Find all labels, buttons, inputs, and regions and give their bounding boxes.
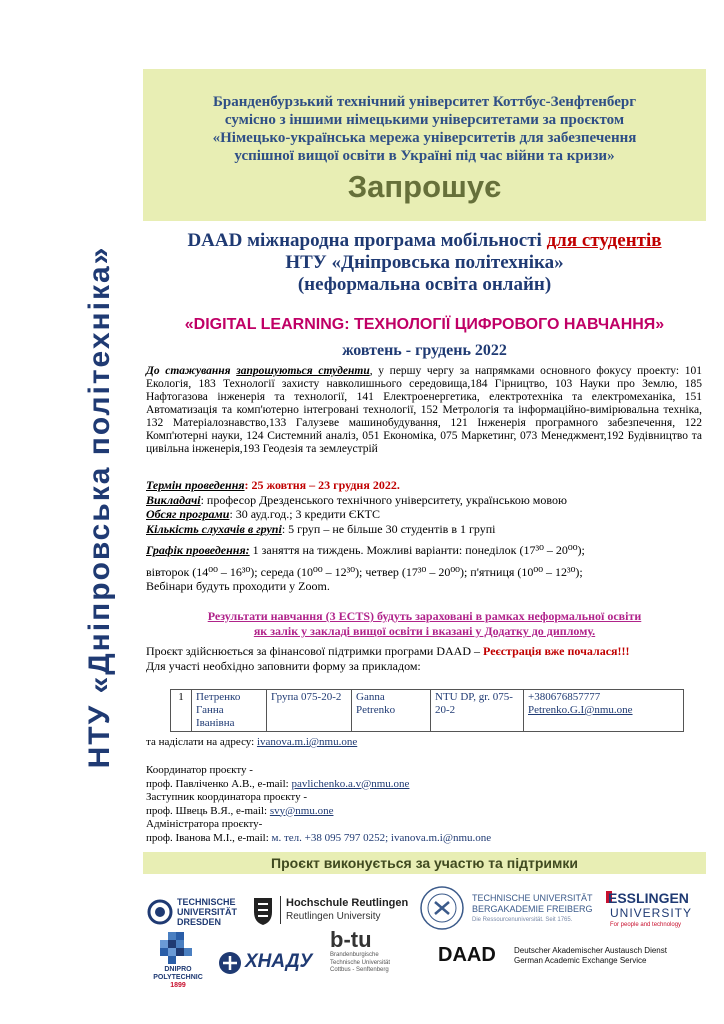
funding-line-1 [146,644,702,659]
deputy-title: Заступник координатора проєкту - [146,791,307,803]
dp-line-1: DNIPRO [164,966,192,973]
esslingen-logo [606,891,706,931]
example-table [170,689,684,732]
teachers-row [146,493,702,508]
program-heading [143,230,706,296]
count-value: : 5 груп – не більше 30 студентів в 1 групі [281,521,496,536]
results-line-2: як залік у закладі вищої освіти і вказані у Додатку до диплому. [253,624,596,638]
tud-line-2: UNIVERSITÄT [177,907,238,917]
esslingen-line-1: ESSLINGEN [608,890,689,906]
program-line-3: (неформальна освіта онлайн) [297,274,552,295]
header-line-2: сумісно з іншими німецькими університетами за проєктом [224,112,625,128]
send-to-label: та надіслати на адресу: [146,736,257,748]
term-label: Термін проведення [146,478,245,492]
intro-text: , у першу чергу за напрямками основного фокусу проекту: 101 Екологія, 183 Технології захисту навколишнього середовища,184 Гірництво, 103 Науки про Землю, 185 Нафтогазова інженерія та технології, 141 Електроенергетика, електротехніка та електромеханіка, 151 Автоматизація та комп'ютерно інтегровані технології, 152 Метрологія та інформаційно-вимірювальна техніка, 132 Матеріалознавство,133 Галузеве машинобудування, 121 Інженерія програмного забезпечення, 122 Комп'ютерні науки, 124 Системний аналіз, 051 Економіка, 075 Маркетинг, 073 Менеджмент,192 Будівництво та цивільна інженерія,193 Геодезія та землеустрій [146,365,702,455]
daad-mark: DAAD [438,944,496,966]
period: жовтень - грудень 2022 [342,342,507,359]
dp-line-2: POLYTECHNIC [153,974,203,981]
cell-contact [524,690,684,732]
volume-row [146,507,702,522]
registration-started: Реєстрація вже почалася!!! [483,644,630,658]
schedule-value: 1 заняття на тиждень. Можливі варіанти: понеділок (17³⁰ – 20⁰⁰); [249,543,585,557]
intro-lead-b: запрошуються студенти [236,365,370,377]
coord-email-link[interactable]: pavlichenko.a.v@nmu.one [291,777,410,790]
schedule-label: Графік проведення: [146,543,250,557]
daad-line-1: Deutscher Akademischer Austausch Dienst [514,946,667,955]
schedule-row [146,543,702,558]
invite-title: Запрошує [347,169,502,204]
header-line-1: Бранденбурзький технічний університет Коттбус-Зенфтенберг [212,94,637,110]
course-title: «DIGITAL LEARNING: ТЕХНОЛОГІЇ ЦИФРОВОГО НАВЧАННЯ» [184,316,665,333]
reutlingen-logo [252,893,412,929]
term-value: : 25 жовтня – 23 грудня 2022. [244,478,400,492]
side-title: НТУ «Дніпровська політехніка» [83,245,116,769]
admin-contact: м. тел. +38 095 797 0252; ivanova.m.i@nmu.one [271,831,492,844]
deputy-name: проф. Швець В.Я., e-mail: [146,804,270,817]
count-label: Кількість слухачів в групі [146,521,282,536]
cell-name-en: Ganna Petrenko [352,690,431,732]
khnadu-logo [218,950,318,976]
program-line-2: НТУ «Дніпровська політехніка» [285,252,564,273]
header-line-4: успішної вищої освіти в Україні під час війни та кризи» [234,148,615,164]
intro-paragraph [146,365,702,456]
freiberg-line-2: BERGAKADEMIE FREIBERG [472,904,593,914]
funding [146,644,702,674]
results-line-1: Результати навчання (3 ECTS) будуть зараховані в рамках неформальної освіти [207,609,642,623]
cell-email-link[interactable]: Petrenko.G.I@nmu.one [528,704,633,716]
cell-group-ua: Група 075-20-2 [267,690,352,732]
deputy-row [146,805,702,819]
dnipro-polytechnic-logo [150,932,206,994]
tud-line-1: TECHNISCHE [177,897,236,907]
term-row [146,478,702,493]
khnadu-text: ХНАДУ [245,951,313,972]
results-note [143,609,706,639]
reutlingen-line-2: Reutlingen University [286,911,381,922]
freiberg-line-3: Die Ressourcenuniversität. Seit 1765. [472,917,573,923]
btu-line-4: Cottbus - Senftenberg [330,967,389,973]
coord-title: Координатор проєкту - [146,764,253,776]
reutlingen-line-1: Hochschule Reutlingen [286,897,409,909]
btu-line-2: Brandenburgische [330,952,379,958]
contacts [146,764,702,845]
dnipro-polytechnic-emblem-icon [158,932,192,964]
admin-title: Адміністратора проєкту- [146,818,263,830]
header-box [143,69,706,221]
count-row [146,522,702,537]
btu-logo [330,928,410,986]
cell-group-en: NTU DP, gr. 075-20-2 [431,690,524,732]
program-line-1 [143,230,706,252]
coord-name: проф. Павліченко А.В., e-mail: [146,777,292,790]
freiberg-logo [418,884,603,934]
table-row [171,690,684,732]
intro-lead-a: До стажування [146,365,237,377]
admin-row [146,832,702,846]
freiberg-seal-icon [418,884,466,932]
teachers-value: : професор Дрезденського технічного університету, українською мовою [200,492,567,507]
program-line-1b: для студентів [546,230,662,251]
khnadu-emblem-icon [218,951,242,975]
volume-label: Обсяг програми [146,507,230,521]
funding-line-2: Для участі необхідно заповнити форму за прикладом: [146,659,421,673]
details [146,478,702,594]
teachers-label: Викладачі [146,492,201,507]
schedule-line-2: вівторок (14⁰⁰ – 16³⁰); середа (10⁰⁰ – 12³⁰); четвер (17³⁰ – 20⁰⁰); п'ятниця (10⁰⁰ – 12³⁰); [146,564,583,579]
footer-band: Проєкт виконується за участю та підтримки [143,852,706,874]
admin-name: проф. Іванова М.І., e-mail: [146,831,272,844]
coord-row [146,778,702,792]
cell-num: 1 [171,690,192,732]
deputy-email-link[interactable]: svy@nmu.one [269,804,334,817]
cell-name-ua: Петренко Ганна Іванівна [192,690,267,732]
tud-line-3: DRESDEN [177,917,222,927]
program-line-1a: DAAD міжнародна програма мобільності [187,230,547,251]
send-to [146,736,702,750]
schedule-line-3: Вебінари будуть проходити у Zoom. [146,579,330,593]
volume-value: : 30 ауд.год.; 3 кредити ЄКТС [229,507,381,521]
freiberg-line-1: TECHNISCHE UNIVERSITÄT [472,893,593,903]
funding-line-1a: Проєкт здійснюється за фінансової підтримки програми DAAD – [146,644,484,658]
cell-phone: +380676857777 [528,691,601,703]
header-line-3: «Німецько-українська мережа університетів для забезпечення [212,130,637,146]
btu-mark: b-tu [330,927,372,952]
esslingen-line-2: UNIVERSITY [610,906,693,920]
send-to-email-link[interactable]: ivanova.m.i@nmu.one [256,736,358,748]
dp-line-3: 1899 [170,982,186,989]
tu-dresden-logo [147,895,247,929]
daad-logo [438,944,708,972]
reutlingen-shield-icon [252,896,274,926]
esslingen-line-3: For people and technology [610,922,682,928]
daad-line-2: German Academic Exchange Service [514,956,647,965]
tu-dresden-emblem-icon [147,899,173,925]
btu-line-3: Technische Universität [330,959,391,966]
